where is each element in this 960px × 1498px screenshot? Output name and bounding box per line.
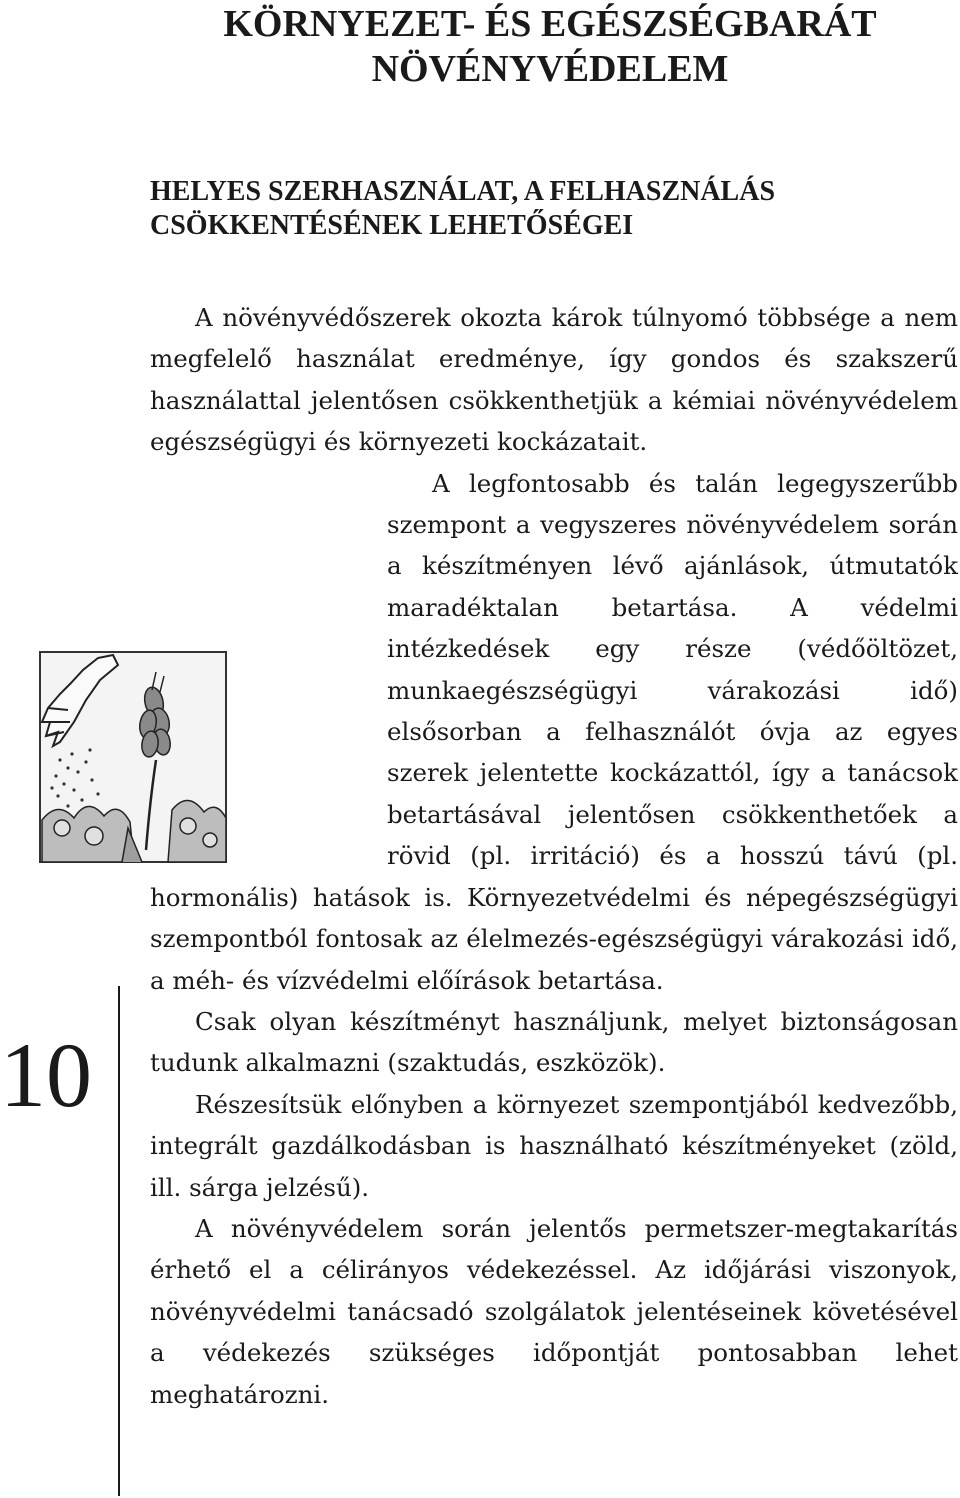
paragraph-1: A növényvédőszerek okozta károk túlnyomó többsége a nem megfelelő használat eredménye, így gondos és szakszerű használattal jelentősen csökkenthetjük a kémiai növényvédelem egészségügyi és környezeti kockázatait. [150, 303, 958, 457]
paragraph-2: A legfontosabb és talán legegyszerűbb szempont a vegyszeres növényvédelem során a készítményen lévő ajánlások, útmutatók maradéktalan betartása. A védelmi intézkedések egy része (védőöltözet, munkaegészségügyi várakozási idő) elsősorban a felhasználót óvja az egyes szerek jelentette kockázattól, így a tanácsok betartásával jelentősen csökkenthetőek a rövid (pl. irritáció) és a hosszú távú (pl. hormonális) hatások is. Környezetvédelmi és népegészségügyi szempontból fontosak az élelmezés-egészségügyi várakozási idő, a méh- és vízvédelmi előírások betartása. [150, 468, 958, 995]
paragraph-4: Részesítsük előnyben a környezet szempontjából kedvezőbb, integrált gazdálkodásban is használható készítményeket (zöld, ill. sárga jelzésű). [150, 1089, 958, 1202]
page-title: KÖRNYEZET- ÉS EGÉSZSÉGBARÁT NÖVÉNYVÉDELEM [223, 3, 877, 90]
paragraph-5: A növényvédelem során jelentős permetszer-megtakarítás érhető el a célirányos védekezéssel. Az időjárási viszonyok, növényvédelmi tanácsadó szolgálatok jelentéseinek követésével a védekezés szükséges időpontját pontosabban lehet meghatározni. [150, 1213, 958, 1409]
paragraph-3: Csak olyan készítményt használjunk, melyet biztonságosan tudunk alkalmazni (szaktudás, eszközök). [150, 1006, 958, 1078]
hand-sowing-wheat-illustration [38, 650, 330, 864]
section-title: HELYES SZERHASZNÁLAT, A FELHASZNÁLÁS CSÖKKENTÉSÉNEK LEHETŐSÉGEI [150, 176, 776, 241]
page-number: 10 [0, 1024, 92, 1126]
margin-rule [118, 986, 120, 1496]
